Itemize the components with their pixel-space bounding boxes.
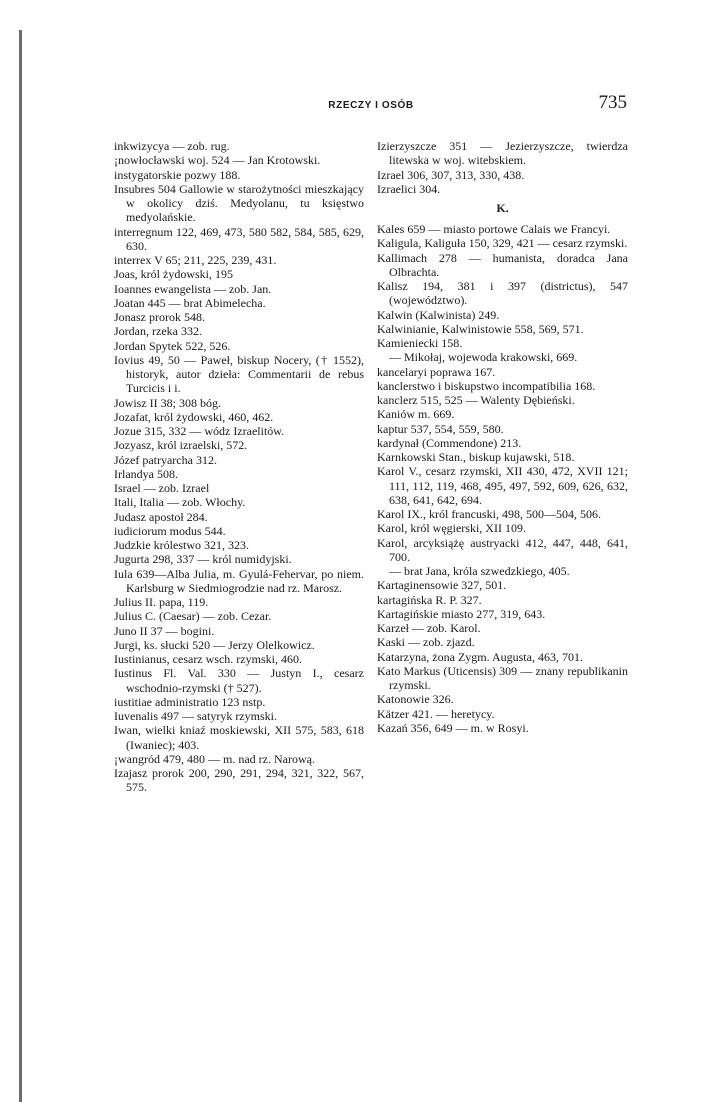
index-subentry: — brat Jana, króla szwedzkiego, 405. (389, 564, 570, 578)
index-entry: Juno II 37 — bogini. (114, 623, 215, 638)
index-entry: Karol, król węgierski, XII 109. (377, 521, 526, 536)
index-entry: interrex V 65; 211, 225, 239, 431. (114, 253, 277, 267)
index-entry: Kalwin (Kalwinista) 249. (377, 307, 500, 322)
index-entry: Izrael 306, 307, 313, 330, 438. (377, 167, 525, 182)
index-entry: Kalwinianie, Kalwinistowie 558, 569, 571. (377, 321, 584, 336)
index-entry: Kaniów m. 669. (377, 407, 455, 422)
page-number: 735 (598, 92, 627, 113)
index-entry: Jordan Spytek 522, 526. (114, 338, 231, 353)
index-entry: kardynał (Commendone) 213. (377, 435, 522, 450)
index-entry: kanclerstwo i biskupstwo incompatibilia 168. (377, 378, 596, 393)
index-entry: Kalisz 194, 381 i 397 (districtus), 547 (województwo). (377, 279, 628, 308)
index-entry: Iustinianus, cesarz wsch. rzymski, 460. (114, 652, 302, 666)
index-entry: Joatan 445 — brat Abimelecha. (114, 295, 266, 310)
index-entry: Judzkie królestwo 321, 323. (114, 538, 249, 552)
index-entry: Kamieniecki 158. (377, 336, 463, 350)
index-subentry: — Mikołaj, wojewoda krakowski, 669. (389, 350, 578, 365)
index-entry: Jugurta 298, 337 — król numidyjski. (114, 552, 292, 567)
running-head: RZECZY I OSÓB (328, 100, 414, 111)
index-entry: Insubres 504 Gallowie w starożytności mieszkający w okolicy dziś. Medyolanu, tu księstwo medyolańskie. (114, 181, 364, 225)
index-entry: Jordan, rzeka 332. (114, 324, 202, 339)
index-entry: Karol, arcyksiążę austryacki 412, 447, 448, 641, 700. (377, 535, 628, 564)
index-entry: Izajasz prorok 200, 290, 291, 294, 321, 322, 567, 575. (114, 766, 364, 795)
index-entry: Itali, Italia — zob. Włochy. (114, 495, 246, 510)
section-letter-heading: K. (496, 201, 509, 215)
index-entry: Katarzyna, żona Zygm. Augusta, 463, 701. (377, 649, 583, 664)
index-entry: Kätzer 421. — heretycy. (377, 706, 495, 721)
index-entry: kartagińska R. P. 327. (377, 592, 482, 607)
index-entry: Israel — zob. Izrael (114, 481, 210, 495)
index-entry: Iula 639—Alba Julia, m. Gyulá-Fehervar, po niem. Karlsburg w Siedmiogrodzie nad rz. Marosz. (114, 566, 364, 595)
index-entry: Izraelici 304. (377, 181, 441, 196)
index-entry: ¡nowłocławski woj. 524 — Jan Krotowski. (114, 153, 321, 168)
index-entry: Karzeł — zob. Karol. (377, 621, 481, 635)
index-entry: Kaski — zob. zjazd. (377, 635, 475, 650)
index-entry: kanclerz 515, 525 — Walenty Dębieński. (377, 393, 575, 407)
index-entry: iustitiae administratio 123 nstp. (114, 694, 266, 709)
index-entry: Jonasz prorok 548. (114, 310, 205, 324)
index-entry: Kaligula, Kaliguła 150, 329, 421 — cesarz rzymski. (377, 236, 628, 251)
index-entry: Kartaginensowie 327, 501. (377, 578, 507, 593)
page-binding-edge (19, 30, 22, 1102)
index-entry: instygatorskie pozwy 188. (114, 167, 241, 182)
index-entry: kancelaryi poprawa 167. (377, 364, 496, 379)
index-entry: inkwizycya — zob. rug. (114, 139, 230, 153)
index-entry: Iovius 49, 50 — Paweł, biskup Nocery, († 1552), historyk, autor dzieła: Commentarii de rebus Turcicis i i. (114, 352, 364, 396)
index-entry: Józef patryarcha 312. (114, 452, 217, 467)
index-entry: Kales 659 — miasto portowe Calais we Francyi. (377, 222, 611, 236)
index-entry: Jozyasz, król izraelski, 572. (114, 438, 248, 453)
index-entry: Jowisz II 38; 308 bóg. (114, 395, 221, 410)
index-entry: Kato Markus (Uticensis) 309 — znany republikanin rzymski. (377, 663, 628, 692)
index-entry: kaptur 537, 554, 559, 580. (377, 421, 504, 436)
index-column-right (377, 139, 628, 735)
index-entry: Judasz apostoł 284. (114, 509, 208, 524)
index-entry: Karol IX., król francuski, 498, 500—504, 506. (377, 507, 601, 521)
page-header (110, 92, 632, 116)
index-entry: Julius C. (Caesar) — zob. Cezar. (114, 609, 272, 624)
index-entry: Karol V., cesarz rzymski, XII 430, 472, XVII 121; 111, 112, 119, 468, 495, 497, 592, 609, 626, 632, 638, 641, 642, 694. (377, 464, 628, 507)
index-entry: Izierzyszcze 351 — Jezierzyszcze, twierdza litewska w woj. witebskiem. (377, 139, 628, 168)
index-entry: Karnkowski Stan., biskup kujawski, 518. (377, 450, 575, 464)
index-entry: Irlandya 508. (114, 466, 178, 481)
index-entry: Iuvenalis 497 — satyryk rzymski. (114, 709, 277, 723)
index-entry: iudiciorum modus 544. (114, 523, 226, 538)
index-entry: Julius II. papa, 119. (114, 595, 209, 609)
index-entry: Jurgi, ks. słucki 520 — Jerzy Olelkowicz. (114, 637, 315, 652)
index-entry: Jozafat, król żydowski, 460, 462. (114, 409, 274, 424)
index-column-left (114, 139, 364, 795)
index-entry: Kartagińskie miasto 277, 319, 643. (377, 606, 546, 621)
index-entry: Joas, król żydowski, 195 (114, 267, 233, 282)
index-entry: Ioannes ewangelista — zob. Jan. (114, 281, 272, 296)
index-entry: ¡wangród 479, 480 — m. nad rz. Narową. (114, 751, 315, 766)
index-entry: interregnum 122, 469, 473, 580 582, 584, 585, 629, 630. (114, 224, 364, 253)
index-entry: Jozue 315, 332 — wódz Izraelitów. (114, 424, 285, 438)
index-entry: Kazań 356, 649 — m. w Rosyi. (377, 720, 529, 735)
index-entry: Iustinus Fl. Val. 330 — Justyn I., cesarz wschodnio-rzymski († 527). (114, 666, 364, 695)
index-entry: Katonowie 326. (377, 692, 454, 707)
index-entry: Kallimach 278 — humanista, doradca Jana Olbrachta. (377, 250, 628, 279)
index-entry: Iwan, wielki kniaź moskiewski, XII 575, 583, 618 (Iwaniec); 403. (114, 723, 364, 752)
